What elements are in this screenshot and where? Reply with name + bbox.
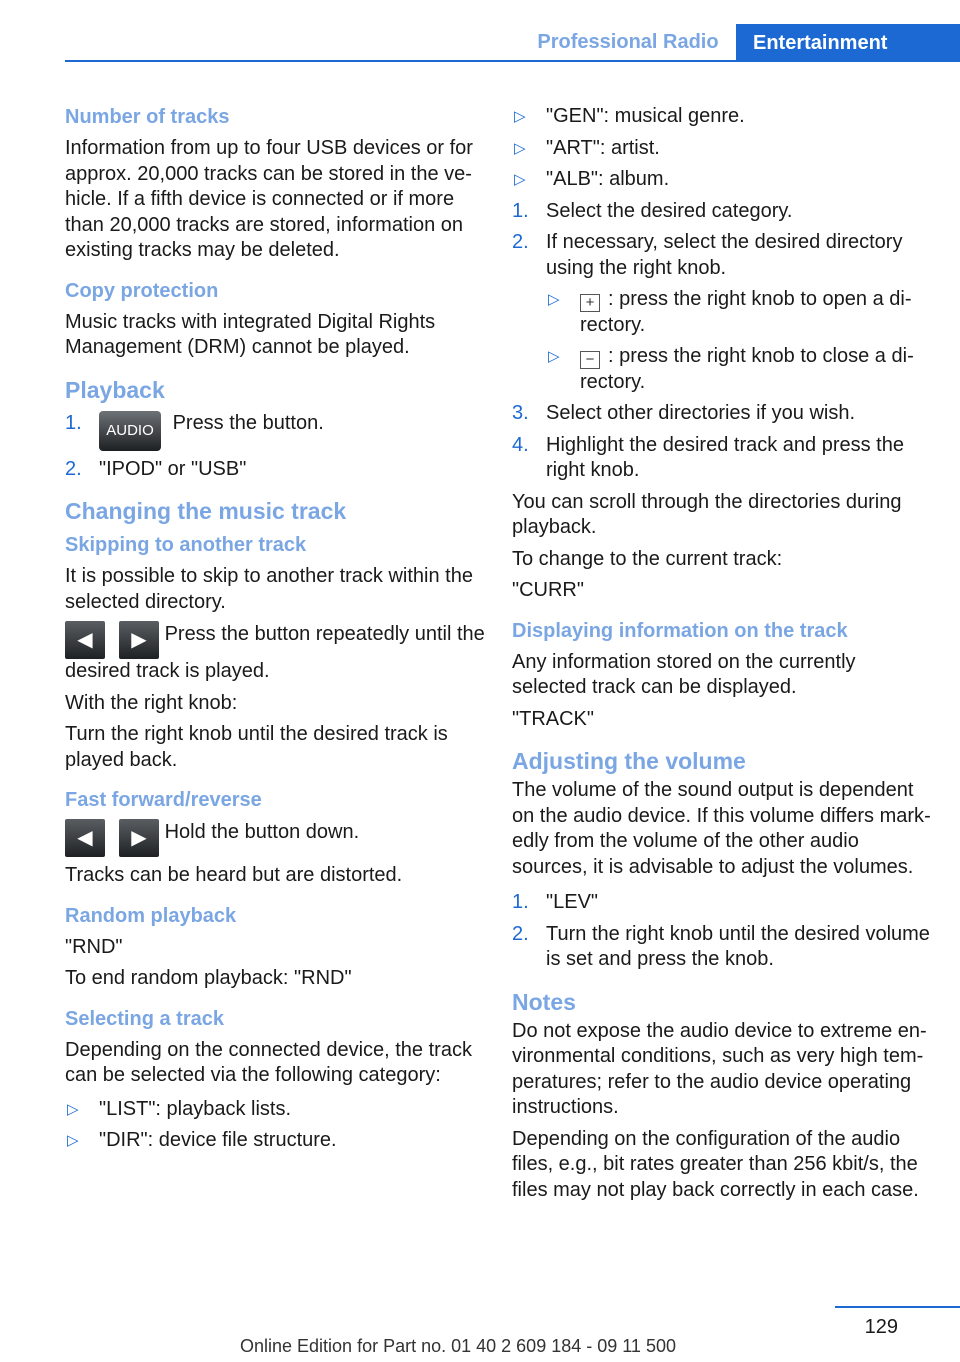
list-item bbox=[512, 199, 932, 225]
heading-skipping: Skipping to another track bbox=[65, 534, 307, 556]
triangle-bullet-icon: ▷ bbox=[514, 139, 526, 157]
list-item bbox=[512, 230, 932, 281]
previous-track-icon: ◀ bbox=[65, 621, 105, 659]
list-item bbox=[512, 922, 932, 973]
skip-button-paragraph bbox=[65, 621, 485, 685]
list-item bbox=[546, 287, 932, 338]
heading-copy-protection: Copy protection bbox=[65, 279, 219, 302]
step-text: Press the button. bbox=[172, 411, 324, 434]
info-command: "TRACK" bbox=[512, 707, 594, 730]
step-text: Turn the right knob until the desired volume is set and press the knob. bbox=[546, 922, 930, 970]
page-number: 129 bbox=[864, 1316, 898, 1338]
step-text: "LEV" bbox=[546, 891, 599, 913]
list-item bbox=[512, 401, 932, 427]
step-text: "IPOD" or "USB" bbox=[99, 457, 247, 480]
edition-footer: Online Edition for Part no. 01 40 2 609 184 - 09 11 500 bbox=[240, 1336, 676, 1356]
left-column bbox=[65, 100, 485, 1160]
audio-button-icon: AUDIO bbox=[99, 411, 161, 451]
step-text: Select other directories if you wish. bbox=[546, 402, 856, 424]
chapter-tab: Entertainment bbox=[736, 24, 960, 62]
section-title: Professional Radio bbox=[520, 24, 736, 60]
list-item bbox=[512, 136, 932, 162]
step-number: 4. bbox=[512, 433, 529, 456]
list-text: "DIR": device file structure. bbox=[99, 1129, 337, 1151]
list-item bbox=[512, 890, 932, 916]
step-number: 1. bbox=[65, 411, 82, 434]
heading-notes: Notes bbox=[512, 988, 576, 1015]
heading-playback: Playback bbox=[65, 376, 165, 403]
step-text: Highlight the desired track and press the right knob. bbox=[546, 433, 904, 481]
skip-button-text: Press the button repeatedly until the desired track is played. bbox=[65, 623, 485, 682]
header-rule bbox=[65, 60, 960, 62]
step-number: 1. bbox=[512, 891, 529, 913]
triangle-bullet-icon: ▷ bbox=[514, 171, 526, 188]
step-number: 2. bbox=[512, 231, 529, 253]
heading-random: Random playback bbox=[65, 904, 237, 927]
ff-button-paragraph bbox=[65, 819, 485, 857]
list-text: "ART": artist. bbox=[546, 136, 660, 159]
step-number: 2. bbox=[65, 457, 82, 480]
list-item bbox=[65, 1128, 485, 1154]
ff-button-text: Hold the button down. bbox=[164, 821, 360, 843]
footer-rule bbox=[835, 1306, 960, 1308]
ff-paragraph: Tracks can be heard but are distorted. bbox=[65, 864, 403, 886]
list-text: "GEN": musical genre. bbox=[546, 105, 745, 127]
step-text: If necessary, select the desired directory using the right knob. bbox=[546, 231, 903, 279]
heading-track-info: Displaying information on the track bbox=[512, 619, 848, 642]
triangle-bullet-icon: ▷ bbox=[67, 1100, 79, 1118]
expand-plus-icon: + bbox=[580, 294, 600, 312]
triangle-bullet-icon: ▷ bbox=[548, 291, 560, 308]
sub-text: : press the right knob to open a directory. bbox=[580, 288, 912, 336]
current-command: "CURR" bbox=[512, 579, 584, 601]
step-number: 3. bbox=[512, 402, 529, 424]
triangle-bullet-icon: ▷ bbox=[67, 1132, 79, 1149]
tracks-paragraph: Information from up to four USB devices or for approx. 20,000 tracks can be stored in the vehicle. If a fifth device is connected or if more than 20,000 tracks are stored, information on existing tracks may be deleted. bbox=[65, 137, 473, 261]
heading-volume: Adjusting the volume bbox=[512, 748, 746, 774]
scroll-paragraph: You can scroll through the directories during playback. bbox=[512, 490, 902, 538]
right-column bbox=[512, 100, 932, 1209]
list-item bbox=[65, 1097, 485, 1123]
heading-fast-forward: Fast forward/reverse bbox=[65, 789, 262, 811]
list-item bbox=[65, 411, 485, 451]
sub-text: : press the right knob to close a directory. bbox=[580, 345, 914, 393]
step-text: Select the desired category. bbox=[546, 199, 793, 222]
info-paragraph: Any information stored on the currently selected track can be displayed. bbox=[512, 650, 856, 698]
notes-paragraph: Do not expose the audio device to extreme environmental conditions, such as very high temperatures; refer to the audio device operating instructions. bbox=[512, 1019, 927, 1118]
notes-paragraph: Depending on the configuration of the audio files, e.g., bit rates greater than 256 kbit/s, the files may not play back correctly in each case. bbox=[512, 1127, 919, 1201]
triangle-bullet-icon: ▷ bbox=[514, 108, 526, 125]
page-header bbox=[0, 0, 960, 62]
list-item bbox=[512, 433, 932, 484]
list-item bbox=[512, 104, 932, 130]
heading-selecting-track: Selecting a track bbox=[65, 1007, 224, 1030]
list-text: "ALB": album. bbox=[546, 168, 670, 190]
current-label: To change to the current track: bbox=[512, 547, 783, 570]
list-text: "LIST": playback lists. bbox=[99, 1097, 292, 1120]
heading-changing-track: Changing the music track bbox=[65, 498, 347, 524]
list-item bbox=[512, 167, 932, 193]
triangle-bullet-icon: ▷ bbox=[548, 348, 560, 365]
step-number: 1. bbox=[512, 199, 529, 222]
random-end: To end random playback: "RND" bbox=[65, 967, 352, 989]
list-item bbox=[65, 457, 485, 483]
volume-paragraph: The volume of the sound output is dependent on the audio device. If this volume differs markedly from the volume of the other audio sources, it is advisable to adjust the volumes. bbox=[512, 779, 931, 878]
fast-forward-icon: ▶ bbox=[119, 819, 159, 857]
step-number: 2. bbox=[512, 922, 529, 945]
collapse-minus-icon: − bbox=[580, 351, 600, 369]
knob-label: With the right knob: bbox=[65, 691, 238, 714]
heading-number-of-tracks: Number of tracks bbox=[65, 106, 230, 128]
rewind-icon: ◀ bbox=[65, 819, 105, 857]
random-command: "RND" bbox=[65, 935, 123, 958]
copy-paragraph: Music tracks with integrated Digital Rights Management (DRM) cannot be played. bbox=[65, 310, 436, 358]
next-track-icon: ▶ bbox=[119, 621, 159, 659]
select-paragraph: Depending on the connected device, the track can be selected via the following category: bbox=[65, 1038, 472, 1086]
list-item bbox=[546, 344, 932, 395]
skip-paragraph: It is possible to skip to another track within the selected directory. bbox=[65, 565, 473, 613]
knob-paragraph: Turn the right knob until the desired track is played back. bbox=[65, 723, 448, 771]
